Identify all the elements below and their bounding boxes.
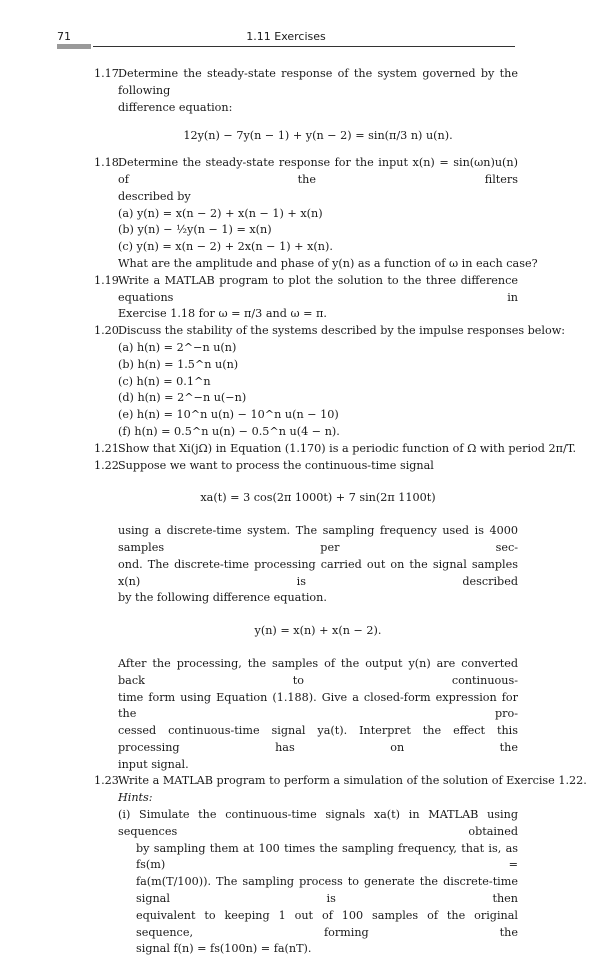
subitem-b: (b) y(n) − ½y(n − 1) = x(n) [118,223,272,237]
exercise-text: What are the amplitude and phase of y(n) as a function of ω in each case? [118,256,538,270]
header-rule [93,46,515,47]
exercise-1-17 [94,66,518,145]
page-header [57,30,515,50]
subitem-e: (e) h(n) = 10^n u(n) − 10^n u(n − 10) [118,408,339,422]
exercise-1-22 [94,458,518,774]
subitem-a: (a) h(n) = 2^−n u(n) [118,340,237,354]
exercise-text: cessed continuous-time signal ya(t). Interpret the effect this processing has on the [118,724,518,754]
subitem-a: (a) y(n) = x(n − 2) + x(n − 1) + x(n) [118,206,323,220]
exercise-text: Write a MATLAB program to plot the solution to the three difference equations in [118,273,518,304]
hint-text: signal f(n) = fs(100n) = fa(nT). [136,942,312,956]
exercise-text: Show that Xi(jΩ) in Equation (1.170) is a periodic function of Ω with period 2π/T. [118,441,577,455]
hints-label [118,790,518,807]
hint-text: equivalent to keeping 1 out of 100 samples of the original sequence, forming the [136,908,518,939]
exercise-text: described by [118,189,191,203]
exercise-text: Discuss the stability of the systems described by the impulse responses below: [118,324,566,338]
page-number: 71 [57,30,71,43]
exercise-number: 1.20 [94,324,119,338]
header-accent-bar [57,44,91,49]
exercise-text: time form using Equation (1.188). Give a closed-form expression for the pro- [118,690,518,721]
exercise-number: 1.21 [94,441,119,455]
exercise-1-19 [94,273,518,323]
exercise-text: using a discrete-time system. The sampling frequency used is 4000 samples per sec- [118,524,518,554]
hints-italic: Hints: [118,791,153,805]
exercise-1-18 [94,155,538,273]
hint-text: (i) Simulate the continuous-time signals xa(t) in MATLAB using sequences obtained [118,808,518,838]
running-title: 1.11 Exercises [246,30,326,43]
exercise-text: Determine the steady-state response for the input x(n) = sin(ωn)u(n) of the filters [118,156,518,186]
exercise-text: ond. The discrete-time processing carried out on the signal samples x(n) is described [118,557,518,588]
exercise-1-21 [94,441,577,458]
exercise-text: Suppose we want to process the continuous-time signal [118,458,434,472]
subitem-b: (b) h(n) = 1.5^n u(n) [118,357,239,371]
display-equation: xa(t) = 3 cos(2π 1000t) + 7 sin(2π 1100t) [200,491,436,505]
exercise-number: 1.17 [94,67,119,80]
exercise-list [94,66,587,958]
exercise-1-20 [94,323,566,441]
exercise-number: 1.22 [94,458,119,472]
exercise-number: 1.23 [94,774,119,788]
exercise-text: After the processing, the samples of the output y(n) are converted back to continuous- [118,656,518,687]
exercise-text: Exercise 1.18 for ω = π/3 and ω = π. [118,307,327,321]
subitem-c: (c) y(n) = x(n − 2) + 2x(n − 1) + x(n). [118,240,333,254]
exercise-text: difference equation: [118,100,233,114]
display-equation: y(n) = x(n) + x(n − 2). [254,624,382,638]
hint-text: by sampling them at 100 times the sampling frequency, that is, as fs(m) = [136,841,518,872]
subitem-c: (c) h(n) = 0.1^n [118,374,211,388]
exercise-1-23 [94,773,587,958]
exercise-text: input signal. [118,757,189,771]
exercise-text: Write a MATLAB program to perform a simulation of the solution of Exercise 1.22. [118,774,587,788]
exercise-text: by the following difference equation. [118,591,327,605]
subitem-d: (d) h(n) = 2^−n u(−n) [118,391,247,405]
exercise-number: 1.19 [94,273,119,287]
exercise-text: Determine the steady-state response of the system governed by the following [118,67,518,97]
hint-text: fa(m(T/100)). The sampling process to generate the discrete-time signal is then [136,875,518,906]
exercise-number: 1.18 [94,156,119,170]
subitem-f: (f) h(n) = 0.5^n u(n) − 0.5^n u(4 − n). [118,424,340,438]
display-equation: 12y(n) − 7y(n − 1) + y(n − 2) = sin(π/3 n) u(n). [183,129,453,143]
